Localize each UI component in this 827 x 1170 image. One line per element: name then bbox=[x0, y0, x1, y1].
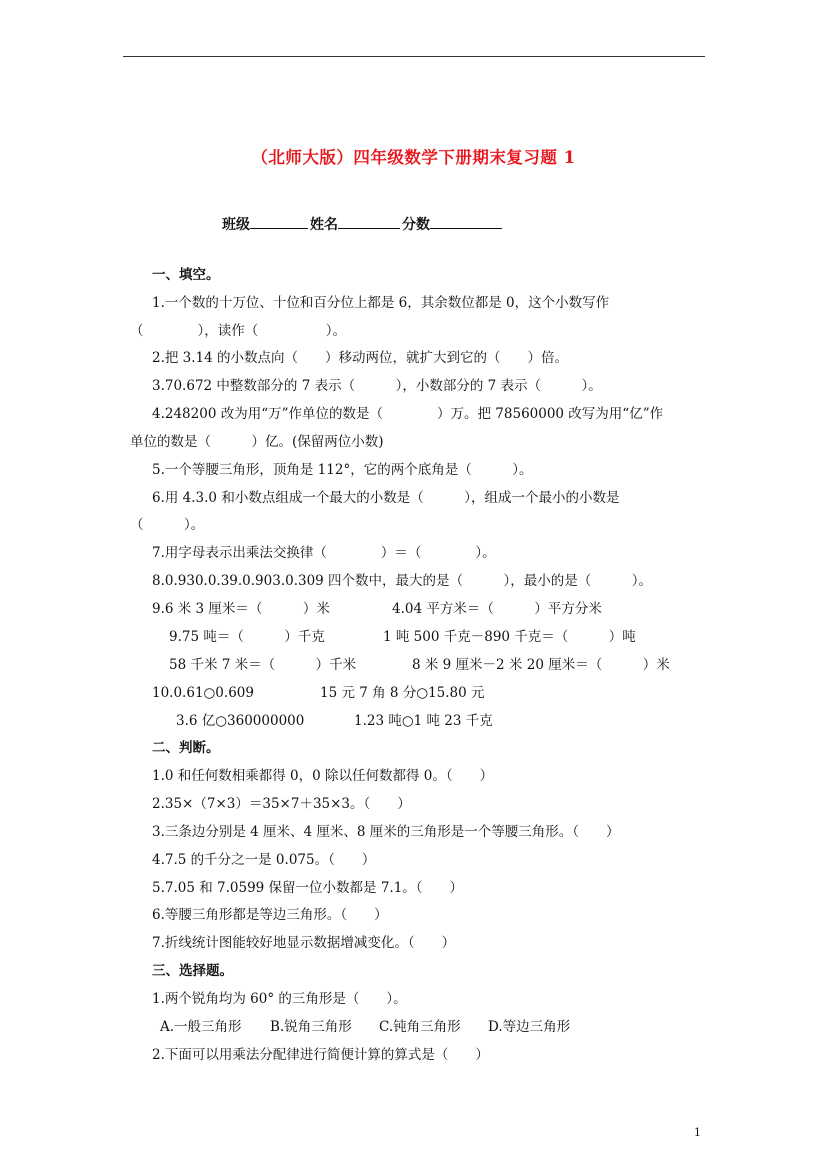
choice-option-b: B.锐角三角形 bbox=[270, 1019, 352, 1035]
choice-option-d: D.等边三角形 bbox=[488, 1019, 571, 1035]
section-heading-judge: 二、判断。 bbox=[152, 740, 220, 756]
fill-question-3: 3.70.672 中整数部分的 7 表示（ ），小数部分的 7 表示（ ）。 bbox=[152, 378, 602, 394]
fill-question-9b-right: 1 吨 500 千克－890 千克＝（ ）吨 bbox=[383, 629, 636, 645]
judge-question-2: 2.35×（7×3）＝35×7＋35×3。（ ） bbox=[152, 796, 411, 812]
fill-question-9c-left: 58 千米 7 米＝（ ）千米 bbox=[169, 657, 357, 673]
fill-question-4b: 单位的数是（ ）亿。(保留两位小数) bbox=[130, 434, 384, 450]
judge-question-3: 3.三条边分别是 4 厘米、4 厘米、8 厘米的三角形是一个等腰三角形。（ ） bbox=[152, 824, 620, 840]
fill-question-4a: 4.248200 改为用“万”作单位的数是（ ）万。把 78560000 改写为用“亿”作 bbox=[152, 406, 664, 422]
fill-question-7: 7.用字母表示出乘法交换律（ ）＝（ ）。 bbox=[152, 545, 496, 561]
section-heading-fill: 一、填空。 bbox=[152, 267, 220, 283]
score-label: 分数 bbox=[402, 217, 430, 233]
choice-question-2: 2.下面可以用乘法分配律进行简便计算的算式是（ ） bbox=[152, 1047, 489, 1063]
judge-question-6: 6.等腰三角形都是等边三角形。（ ） bbox=[152, 907, 388, 923]
fill-question-9a-left: 9.6 米 3 厘米＝（ ）米 bbox=[152, 601, 330, 617]
class-label: 班级 bbox=[222, 217, 250, 233]
choice-question-1: 1.两个锐角均为 60° 的三角形是（ ）。 bbox=[152, 991, 407, 1007]
fill-question-1b: （ ），读作（ ）。 bbox=[130, 323, 346, 339]
page-number: 1 bbox=[694, 1126, 701, 1139]
fill-question-8: 8.0.930.0.39.0.903.0.309 四个数中，最大的是（ ），最小的是（ ）。 bbox=[152, 573, 653, 589]
judge-question-1: 1.0 和任何数相乘都得 0，0 除以任何数都得 0。（ ） bbox=[152, 768, 494, 784]
fill-question-9c-right: 8 米 9 厘米－2 米 20 厘米＝（ ）米 bbox=[412, 657, 670, 673]
choice-option-a: A.一般三角形 bbox=[160, 1019, 242, 1035]
fill-question-10b-left: 3.6 亿○360000000 bbox=[176, 713, 305, 729]
score-blank[interactable] bbox=[430, 212, 502, 229]
judge-question-4: 4.7.5 的千分之一是 0.075。（ ） bbox=[152, 852, 376, 868]
header-rule bbox=[123, 56, 705, 57]
fill-question-9b-left: 9.75 吨＝（ ）千克 bbox=[169, 629, 325, 645]
fill-question-10b-right: 1.23 吨○1 吨 23 千克 bbox=[354, 713, 493, 729]
fill-question-5: 5.一个等腰三角形，顶角是 112°，它的两个底角是（ ）。 bbox=[152, 462, 533, 478]
fill-question-10a-right: 15 元 7 角 8 分○15.80 元 bbox=[320, 685, 485, 701]
choice-option-c: C.钝角三角形 bbox=[379, 1019, 461, 1035]
fill-question-10a-left: 10.0.61○0.609 bbox=[152, 685, 254, 701]
judge-question-7: 7.折线统计图能较好地显示数据增减变化。（ ） bbox=[152, 935, 456, 951]
fill-question-2: 2.把 3.14 的小数点向（ ）移动两位，就扩大到它的（ ）倍。 bbox=[152, 350, 569, 366]
fill-question-1a: 1.一个数的十万位、十位和百分位上都是 6，其余数位都是 0，这个小数写作 bbox=[152, 295, 610, 311]
section-heading-choice: 三、选择题。 bbox=[152, 963, 233, 979]
student-info-row bbox=[222, 212, 504, 234]
fill-question-9a-right: 4.04 平方米＝（ ）平方分米 bbox=[392, 601, 602, 617]
fill-question-6b: （ ）。 bbox=[130, 517, 205, 533]
name-blank[interactable] bbox=[338, 212, 400, 229]
name-label: 姓名 bbox=[310, 217, 338, 233]
fill-question-6a: 6.用 4.3.0 和小数点组成一个最大的小数是（ ），组成一个最小的小数是 bbox=[152, 490, 620, 506]
document-title: （北师大版）四年级数学下册期末复习题 1 bbox=[251, 148, 576, 167]
class-blank[interactable] bbox=[250, 212, 308, 229]
judge-question-5: 5.7.05 和 7.0599 保留一位小数都是 7.1。（ ） bbox=[152, 880, 464, 896]
